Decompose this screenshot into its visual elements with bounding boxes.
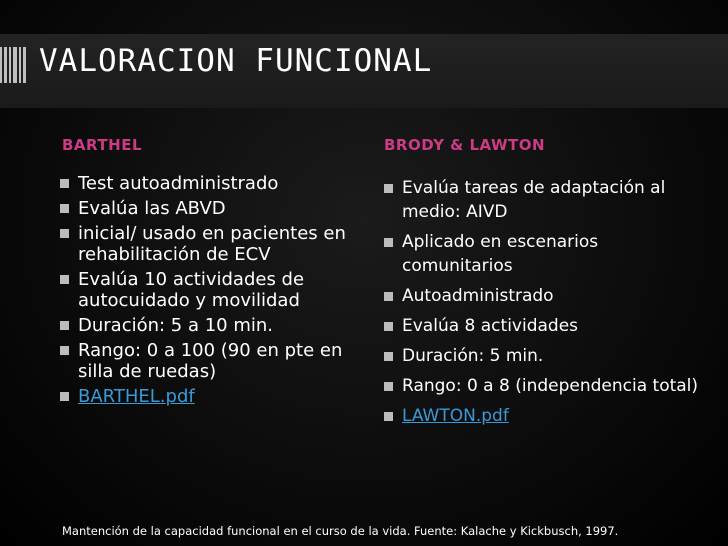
- square-bullet-icon: [384, 292, 393, 301]
- square-bullet-icon: [60, 204, 69, 213]
- square-bullet-icon: [384, 412, 393, 421]
- brody-lawton-list: [382, 176, 712, 434]
- list-item: inicial/ usado en pacientes en rehabilitación de ECV: [58, 223, 358, 265]
- list-item: Rango: 0 a 100 (90 en pte en silla de ruedas): [58, 340, 358, 382]
- list-item: Autoadministrado: [382, 284, 712, 308]
- slide-title: VALORACION FUNCIONAL: [39, 43, 433, 79]
- list-item: [382, 404, 712, 428]
- square-bullet-icon: [60, 392, 69, 401]
- lawton-pdf-link[interactable]: LAWTON.pdf: [402, 406, 509, 426]
- brody-lawton-heading: BRODY & LAWTON: [384, 136, 546, 154]
- list-item: [58, 386, 358, 407]
- square-bullet-icon: [60, 179, 69, 188]
- square-bullet-icon: [60, 275, 69, 284]
- list-item: Test autoadministrado: [58, 173, 358, 194]
- square-bullet-icon: [384, 184, 393, 193]
- list-item: Rango: 0 a 8 (independencia total): [382, 374, 712, 398]
- barthel-pdf-link[interactable]: BARTHEL.pdf: [78, 386, 195, 407]
- square-bullet-icon: [384, 352, 393, 361]
- list-item: Aplicado en escenarios comunitarios: [382, 230, 712, 278]
- square-bullet-icon: [60, 346, 69, 355]
- square-bullet-icon: [384, 238, 393, 247]
- barthel-list: [58, 173, 358, 411]
- list-item: Duración: 5 min.: [382, 344, 712, 368]
- source-footnote: Mantención de la capacidad funcional en el curso de la vida. Fuente: Kalache y Kickbusch, 1997.: [62, 524, 619, 538]
- list-item: Duración: 5 a 10 min.: [58, 315, 358, 336]
- list-item: Evalúa las ABVD: [58, 198, 358, 219]
- square-bullet-icon: [384, 322, 393, 331]
- barthel-heading: BARTHEL: [62, 136, 143, 154]
- list-item: Evalúa 10 actividades de autocuidado y movilidad: [58, 269, 358, 311]
- square-bullet-icon: [60, 229, 69, 238]
- list-item: Evalúa 8 actividades: [382, 314, 712, 338]
- square-bullet-icon: [60, 321, 69, 330]
- square-bullet-icon: [384, 382, 393, 391]
- title-stripes-decoration: [0, 47, 26, 83]
- list-item: Evalúa tareas de adaptación al medio: AIVD: [382, 176, 712, 224]
